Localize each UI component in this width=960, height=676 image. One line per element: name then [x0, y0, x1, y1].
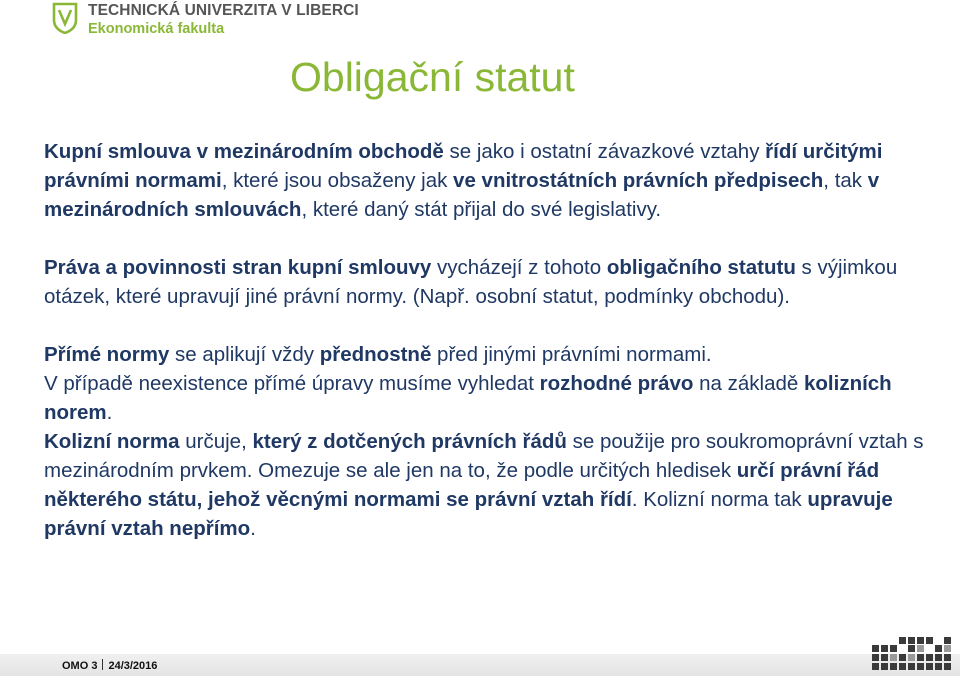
text-span: V případě neexistence přímé úpravy musíme vyhledat [44, 372, 540, 395]
text-span: určí právní řád některého státu, jehož věcnými normami se právní vztah řídí [44, 459, 880, 511]
slide-body [44, 137, 924, 543]
university-header [52, 2, 359, 36]
course-code: OMO 3 [62, 660, 98, 672]
text-span: řídí určitými právními normami [44, 140, 883, 192]
text-span: Práva a povinnosti stran kupní smlouvy [44, 256, 432, 279]
text-span: vycházejí z tohoto [431, 256, 607, 279]
text-span: určuje, [179, 430, 253, 453]
text-span: ve vnitrostátních právních předpisech [453, 169, 824, 192]
paragraph-1 [44, 137, 924, 224]
paragraph-3 [44, 340, 924, 369]
text-span: Kupní smlouva v mezinárodním obchodě [44, 140, 444, 163]
text-span: . [106, 401, 113, 424]
text-span: rozhodné právo [539, 372, 694, 395]
text-span: na základě [693, 372, 804, 395]
faculty-name: Ekonomická fakulta [88, 20, 225, 37]
text-span: kolizních norem [44, 372, 892, 424]
logo-text [88, 2, 359, 36]
paragraph-4 [44, 369, 924, 427]
text-span: před jinými právními normami. [431, 343, 712, 366]
text-span: přednostně [319, 343, 432, 366]
text-span: , které daný stát přijal do své legislativy. [301, 198, 662, 221]
text-span: obligačního statutu [606, 256, 796, 279]
text-span: upravuje právní vztah nepřímo [44, 488, 893, 540]
university-name: TECHNICKÁ UNIVERZITA V LIBERCI [88, 2, 359, 19]
university-logo-icon [52, 2, 78, 34]
footer-info [62, 659, 157, 672]
text-span: . [250, 517, 256, 540]
slide-date: 24/3/2016 [108, 660, 158, 672]
text-span: Kolizní norma [44, 430, 180, 453]
text-span: , které jsou obsaženy jak [221, 169, 454, 192]
footer-divider [102, 659, 103, 670]
text-span: se použije pro soukromoprávní vztah s mezinárodním prvkem. Omezuje se ale jen na to, že podle určitých hledisek [44, 430, 924, 482]
text-span: , tak [823, 169, 868, 192]
text-span: se aplikují vždy [169, 343, 320, 366]
text-span: s výjimkou otázek, které upravují jiné právní normy. (Např. osobní statut, podmínky obchodu). [44, 256, 898, 308]
text-span: se jako i ostatní závazkové vztahy [443, 140, 766, 163]
slide-title: Obligační statut [290, 54, 575, 100]
text-span: který z dotčených právních řádů [252, 430, 567, 453]
slide-footer [0, 652, 960, 676]
mosaic-pattern-icon [872, 637, 956, 673]
text-span: . Kolizní norma tak [631, 488, 808, 511]
paragraph-2 [44, 253, 924, 311]
text-span: Přímé normy [44, 343, 170, 366]
paragraph-5 [44, 427, 924, 543]
text-span: v mezinárodních smlouvách [44, 169, 880, 221]
